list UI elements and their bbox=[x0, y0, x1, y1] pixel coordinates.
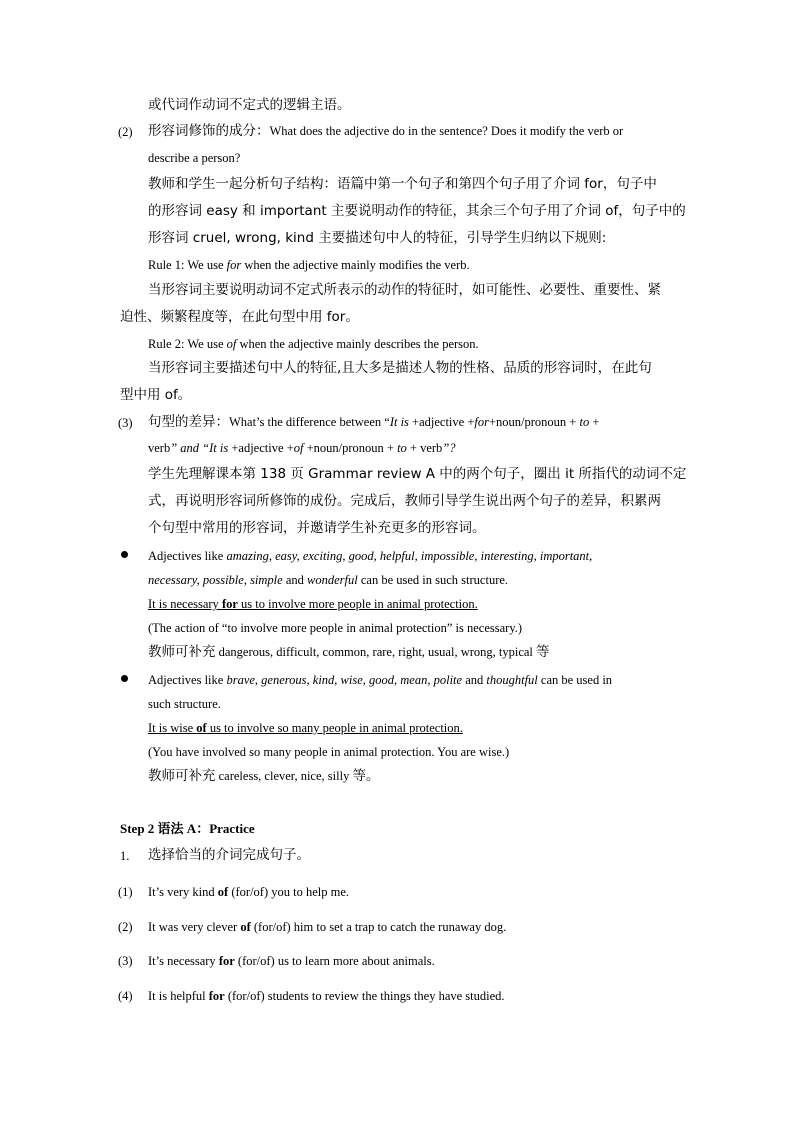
text-line bbox=[148, 571, 508, 589]
text-en: +adjective + bbox=[228, 441, 294, 455]
text-en: (for/of) us to learn more about animals. bbox=[234, 954, 435, 968]
text-en: and bbox=[282, 573, 308, 587]
text-line: 迫性、频繁程度等，在此句型中用 for。 bbox=[120, 309, 359, 325]
rule-1 bbox=[148, 256, 470, 274]
item-number: (3) bbox=[118, 954, 133, 968]
item-number: (3) bbox=[118, 416, 133, 430]
text-line: 当形容词主要描述句中人的特征,且大多是描述人物的性格、品质的形容词时，在此句 bbox=[148, 360, 652, 376]
text-en: careless, clever, nice, silly bbox=[215, 769, 353, 783]
text-en: us to involve more people in animal protection. bbox=[237, 597, 478, 611]
keyword: of bbox=[196, 721, 207, 735]
text-en: ”? bbox=[442, 441, 456, 455]
answer: for bbox=[218, 954, 235, 968]
practice-sentence bbox=[148, 918, 506, 936]
text-line: (You have involved so many people in animal protection. You are wise.) bbox=[148, 745, 510, 759]
practice-sentence bbox=[148, 952, 435, 970]
text-line bbox=[148, 439, 456, 457]
text-en: us to involve so many people in animal protection. bbox=[206, 721, 463, 735]
text-zh: 教师可补充 bbox=[148, 768, 216, 784]
item-number: (2) bbox=[118, 125, 133, 139]
adjective-list: necessary, possible, simple bbox=[148, 573, 283, 587]
text-en: + bbox=[589, 415, 600, 429]
answer: of bbox=[240, 920, 251, 934]
text-line: (The action of “to involve more people in animal protection” is necessary.) bbox=[148, 621, 523, 635]
text-en: can be used in such structure. bbox=[357, 573, 509, 587]
text-line: 当形容词主要说明动词不定式所表示的动作的特征时，如可能性、必要性、重要性、紧 bbox=[148, 282, 661, 298]
text-en: It’s very kind bbox=[148, 885, 218, 899]
text-zh: 教师可补充 bbox=[148, 644, 216, 660]
text-en: What’s the difference between “ bbox=[229, 415, 390, 429]
bullet-icon bbox=[121, 551, 128, 558]
text-en: (for/of) you to help me. bbox=[228, 885, 350, 899]
text-en: +noun/pronoun + bbox=[303, 441, 398, 455]
text-line: 型中用 of。 bbox=[120, 387, 192, 403]
rule-keyword: for bbox=[226, 258, 242, 272]
adjective-list: wonderful bbox=[307, 573, 358, 587]
text-line: describe a person? bbox=[148, 151, 241, 165]
bullet-icon bbox=[121, 675, 128, 682]
rule-text: Rule 2: We use bbox=[148, 337, 227, 351]
text-line: 教师和学生一起分析句子结构：语篇中第一个句子和第四个句子用了介词 for，句子中 bbox=[148, 176, 657, 192]
text-en: It was very clever bbox=[148, 920, 241, 934]
rule-2 bbox=[148, 335, 479, 353]
example-sentence bbox=[148, 595, 478, 613]
answer: for bbox=[208, 989, 225, 1003]
text-en: It’s necessary bbox=[148, 954, 219, 968]
text-en: can be used in bbox=[537, 673, 613, 687]
text-line bbox=[148, 122, 623, 140]
text-en: of bbox=[293, 441, 304, 455]
item-number: (2) bbox=[118, 920, 133, 934]
text-line: such structure. bbox=[148, 697, 221, 711]
item-number: (4) bbox=[118, 989, 133, 1003]
rule-text: when the adjective mainly describes the person. bbox=[236, 337, 479, 351]
rule-keyword: of bbox=[226, 337, 237, 351]
text-en: and bbox=[462, 673, 487, 687]
text-line: 的形容词 easy 和 important 主要说明动作的特征，其余三个句子用了介词 of，句子中的 bbox=[148, 203, 686, 219]
answer: of bbox=[217, 885, 229, 899]
text-en: +adjective + bbox=[408, 415, 475, 429]
adjective-list: thoughtful bbox=[486, 673, 538, 687]
text-zh: 等。 bbox=[352, 768, 380, 784]
text-line bbox=[148, 413, 599, 431]
text-en: for bbox=[474, 415, 489, 429]
text-line: 学生先理解课本第 138 页 Grammar review A 中的两个句子，圈出 it 所指代的动词不定 bbox=[148, 466, 687, 482]
item-number: (1) bbox=[118, 885, 133, 899]
text-en: dangerous, difficult, common, rare, right, usual, wrong, typical bbox=[215, 645, 537, 659]
question-number: 1. bbox=[120, 849, 130, 863]
adjective-list: brave, generous, kind, wise, good, mean, polite bbox=[226, 673, 463, 687]
text-en: It is bbox=[389, 415, 409, 429]
text-en: + verb bbox=[406, 441, 443, 455]
keyword: for bbox=[221, 597, 238, 611]
text-en: Adjectives like bbox=[148, 673, 227, 687]
text-en: What does the adjective do in the sentence? Does it modify the verb or bbox=[269, 124, 624, 138]
text-en: to bbox=[397, 441, 407, 455]
text-en: It is helpful bbox=[148, 989, 209, 1003]
rule-text: Rule 1: We use bbox=[148, 258, 227, 272]
text-en: ” and “It is bbox=[170, 441, 229, 455]
text-line: 个句型中常用的形容词，并邀请学生补充更多的形容词。 bbox=[148, 520, 486, 536]
text-line bbox=[148, 547, 592, 565]
text-zh: 形容词修饰的成分： bbox=[148, 123, 270, 139]
text-line bbox=[148, 671, 612, 689]
text-line: 或代词作动词不定式的逻辑主语。 bbox=[148, 97, 351, 113]
text-en: Adjectives like bbox=[148, 549, 227, 563]
text-zh: 等 bbox=[536, 644, 550, 660]
rule-text: when the adjective mainly modifies the verb. bbox=[241, 258, 470, 272]
text-en: verb bbox=[148, 441, 171, 455]
adjective-list: amazing, easy, exciting, good, helpful, impossible, interesting, important, bbox=[226, 549, 593, 563]
text-en: +noun/pronoun + bbox=[488, 415, 580, 429]
practice-sentence bbox=[148, 883, 349, 901]
text-line bbox=[148, 767, 379, 785]
example-sentence bbox=[148, 719, 463, 737]
text-en: It is wise bbox=[148, 721, 197, 735]
text-en: (for/of) him to set a trap to catch the runaway dog. bbox=[250, 920, 507, 934]
text-en: It is necessary bbox=[148, 597, 222, 611]
text-en: to bbox=[579, 415, 590, 429]
text-zh: 句型的差异： bbox=[148, 414, 229, 430]
text-line: 式，再说明形容词所修饰的成份。完成后，教师引导学生说出两个句子的差异，积累两 bbox=[148, 493, 661, 509]
text-line bbox=[148, 643, 550, 661]
practice-sentence bbox=[148, 987, 505, 1005]
question-text: 选择恰当的介词完成句子。 bbox=[148, 847, 310, 863]
text-line: 形容词 cruel, wrong, kind 主要描述句中人的特征，引导学生归纳以下规则: bbox=[148, 230, 607, 246]
section-heading: Step 2 语法 A：Practice bbox=[120, 821, 255, 836]
text-en: (for/of) students to review the things they have studied. bbox=[224, 989, 505, 1003]
